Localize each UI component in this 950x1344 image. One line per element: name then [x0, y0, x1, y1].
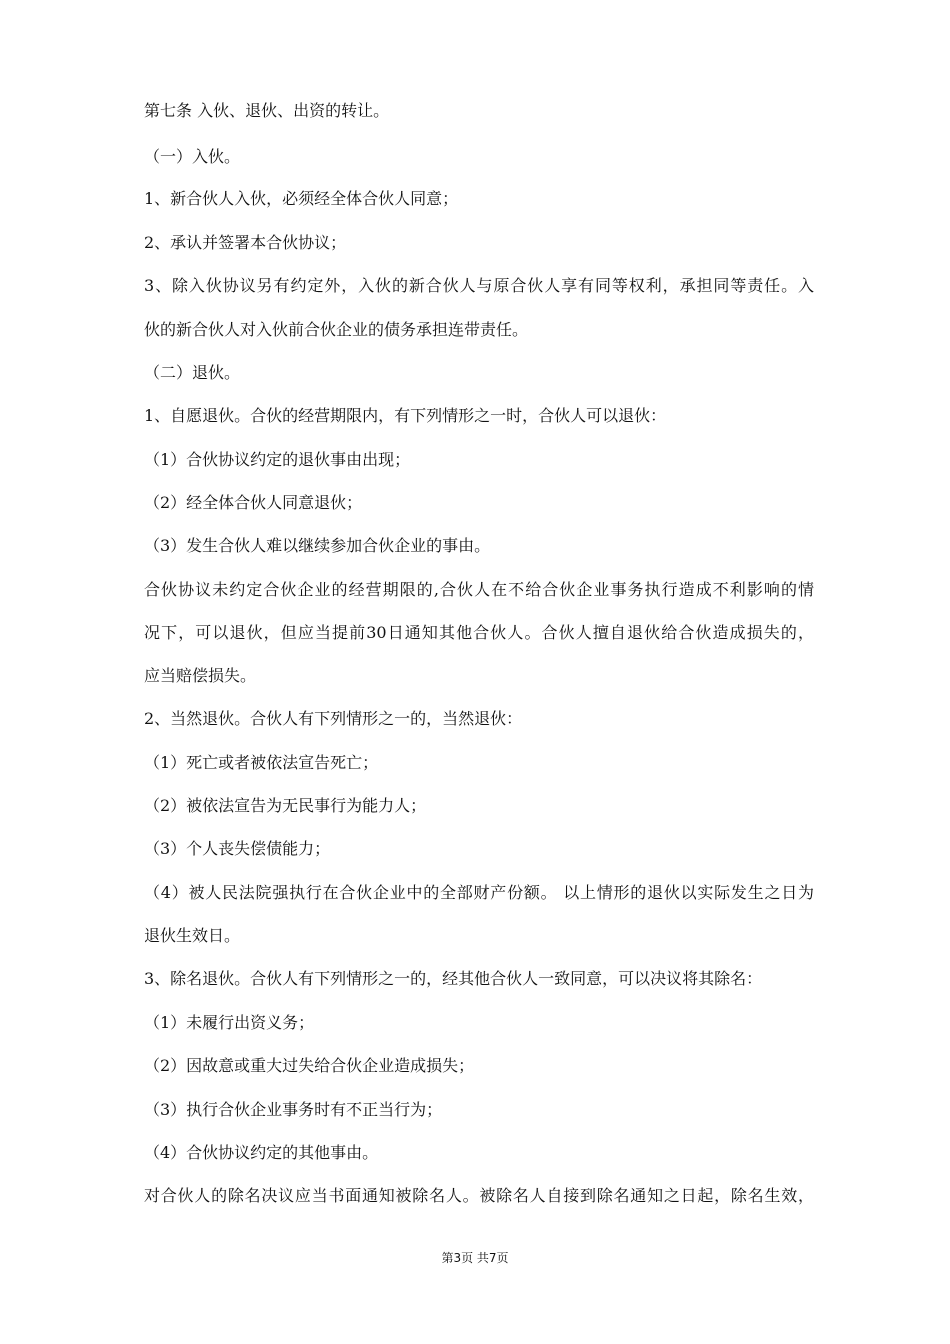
list-item: （1）死亡或者被依法宣告死亡；: [144, 753, 379, 772]
section-heading-admission: （一）入伙。: [144, 147, 241, 166]
paragraph-line: 退伙生效日。: [144, 926, 241, 945]
list-item: （3）个人丧失偿债能力；: [144, 839, 331, 858]
list-item: （3）发生合伙人难以继续参加合伙企业的事由。: [144, 536, 491, 555]
paragraph-line: 合伙协议未约定合伙企业的经营期限的,合伙人在不给合伙企业事务执行造成不利影响的情: [144, 580, 814, 599]
paragraph-line: 2、承认并签署本合伙协议；: [144, 233, 347, 252]
list-item: （2）被依法宣告为无民事行为能力人；: [144, 796, 427, 815]
paragraph-line: 对合伙人的除名决议应当书面通知被除名人。被除名人自接到除名通知之日起，除名生效，: [144, 1186, 814, 1205]
list-item: （1）未履行出资义务；: [144, 1013, 315, 1032]
list-item: （2）经全体合伙人同意退伙；: [144, 493, 363, 512]
page-number-footer: 第3页 共7页: [441, 1251, 509, 1265]
list-item: （2）因故意或重大过失给合伙企业造成损失；: [144, 1056, 475, 1075]
paragraph-line: 应当赔偿损失。: [144, 666, 257, 685]
section-heading-withdrawal: （二）退伙。: [144, 363, 241, 382]
paragraph-line: 1、新合伙人入伙，必须经全体合伙人同意；: [144, 189, 459, 208]
paragraph-line: 3、除入伙协议另有约定外，入伙的新合伙人与原合伙人享有同等权利，承担同等责任。入: [144, 276, 814, 295]
paragraph-line: 1、自愿退伙。合伙的经营期限内，有下列情形之一时，合伙人可以退伙：: [144, 406, 667, 425]
list-item: （4）合伙协议约定的其他事由。: [144, 1143, 379, 1162]
list-item: （3）执行合伙企业事务时有不正当行为；: [144, 1100, 443, 1119]
list-item: （4）被人民法院强执行在合伙企业中的全部财产份额。 以上情形的退伙以实际发生之日为: [144, 883, 814, 902]
paragraph-line: 伙的新合伙人对入伙前合伙企业的债务承担连带责任。: [144, 320, 529, 339]
paragraph-line: 2、当然退伙。合伙人有下列情形之一的，当然退伙：: [144, 709, 523, 728]
list-item: （1）合伙协议约定的退伙事由出现；: [144, 450, 411, 469]
paragraph-line: 3、除名退伙。合伙人有下列情形之一的，经其他合伙人一致同意，可以决议将其除名：: [144, 969, 763, 988]
article-heading: 第七条 入伙、退伙、出资的转让。: [144, 101, 390, 120]
paragraph-line: 况下，可以退伙，但应当提前30日通知其他合伙人。合伙人擅自退伙给合伙造成损失的，: [144, 623, 814, 642]
